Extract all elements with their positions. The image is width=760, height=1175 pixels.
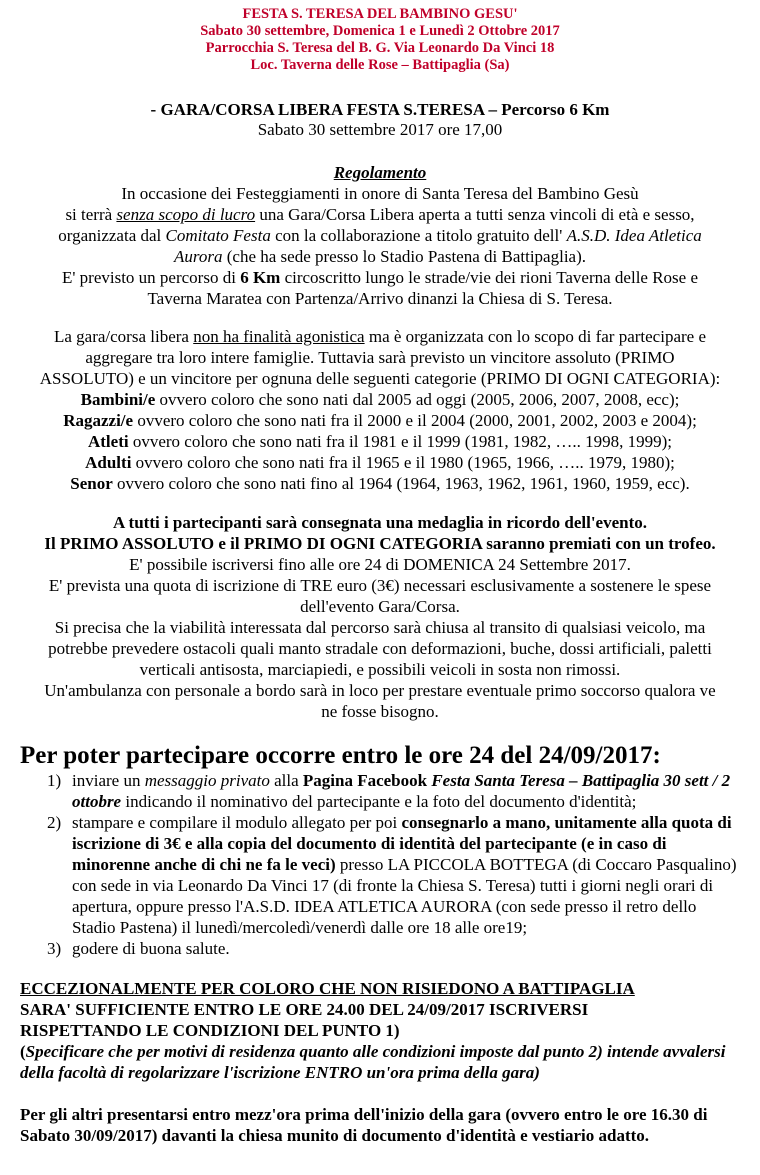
step-item bbox=[0, 938, 760, 959]
category-desc: ovvero coloro che sono nati fra il 1981 e il 1999 (1981, 1982, ….. 1998, 1999); bbox=[128, 432, 673, 451]
category-desc: ovvero coloro che sono nati fino al 1964 (1964, 1963, 1962, 1961, 1960, 1959, ecc). bbox=[112, 474, 690, 493]
step-item bbox=[0, 770, 760, 812]
event-date: Sabato 30 settembre 2017 ore 17,00 bbox=[257, 120, 503, 139]
text-run: si terrà bbox=[65, 205, 117, 224]
ambulanza-line-1: Un'ambulanza con personale a bordo sarà in loco per prestare eventuale primo soccorso qualora ve bbox=[44, 681, 716, 700]
text-run: presso LA PICCOLA BOTTEGA (di Coccaro Pasqualino) con sede in via Leonardo Da Vinci 17 (di fronte la Chiesa S. Teresa) tutti i giorni negli orari di apertura, oppure presso l'A.S.D. IDEA ATLETICA AURORA (con sede presso il retro dello Stadio Pastena) il lunedì/mercoledì/venerdì dalle ore 18 alle ore19; bbox=[72, 855, 737, 937]
text-run: alla bbox=[269, 771, 303, 790]
trofeo-note: Il PRIMO ASSOLUTO e il PRIMO DI OGNI CATEGORIA saranno premiati con un trofeo. bbox=[44, 534, 716, 553]
categorie-section bbox=[0, 326, 760, 494]
text-run: senza scopo di lucro bbox=[116, 205, 256, 224]
category-item bbox=[0, 410, 760, 431]
regolamento-section bbox=[0, 162, 760, 309]
partecipare-heading: Per poter partecipare occorre entro le ore 24 del 24/09/2017: bbox=[20, 742, 661, 769]
viabilita-line-3: verticali antisosta, marciapiedi, e possibili veicoli in sosta non rimossi. bbox=[139, 660, 621, 679]
text-run: godere di buona salute. bbox=[72, 939, 230, 958]
regolamento-line-6: Taverna Maratea con Partenza/Arrivo dinanzi la Chiesa di S. Teresa. bbox=[147, 289, 613, 308]
text-run: non ha finalità agonistica bbox=[193, 327, 365, 346]
text-run: una Gara/Corsa Libera aperta a tutti senza vincoli di età e sesso, bbox=[255, 205, 695, 224]
regolamento-line-5 bbox=[0, 267, 760, 288]
quota-line-2: dell'evento Gara/Corsa. bbox=[300, 597, 460, 616]
category-name: Adulti bbox=[85, 453, 132, 472]
ambulanza-line-2: ne fosse bisogno. bbox=[321, 702, 439, 721]
eccezione-line-3: RISPETTANDO LE CONDIZIONI DEL PUNTO 1) bbox=[20, 1021, 400, 1040]
regolamento-heading: Regolamento bbox=[333, 163, 427, 182]
category-item bbox=[0, 389, 760, 410]
eccezione-note bbox=[20, 1041, 742, 1083]
text-run: circoscritto lungo le strade/vie dei rioni Taverna delle Rose e bbox=[280, 268, 699, 287]
text-run: con la collaborazione a titolo gratuito dell' bbox=[270, 226, 567, 245]
text-run: A.S.D. Idea Atletica bbox=[566, 226, 702, 245]
viabilita-line-1: Si precisa che la viabilità interessata dal percorso sarà chiusa al transito di qualsiasi veicolo, ma bbox=[54, 618, 706, 637]
quota-line-1: E' prevista una quota di iscrizione di TRE euro (3€) necessari esclusivamente a sostenere le spese bbox=[48, 576, 712, 595]
category-name: Bambini/e bbox=[80, 390, 156, 409]
text-run: stampare e compilare il modulo allegato per poi bbox=[72, 813, 402, 832]
step-number: 1) bbox=[47, 771, 62, 790]
header-line-4: Loc. Taverna delle Rose – Battipaglia (Sa) bbox=[250, 57, 510, 73]
text-run: ma è organizzata con lo scopo di far partecipare e bbox=[364, 327, 706, 346]
text-run: Festa Santa Teresa – Battipaglia 30 sett / 2 ottobre bbox=[72, 771, 731, 811]
category-name: Senor bbox=[70, 474, 113, 493]
partecipare-section bbox=[0, 742, 760, 959]
steps-list bbox=[0, 770, 760, 959]
text-run: 6 Km bbox=[240, 268, 281, 287]
event-title-block bbox=[0, 100, 760, 140]
text-run: indicando il nominativo del partecipante e la foto del documento d'identità; bbox=[121, 792, 637, 811]
step-number: 3) bbox=[47, 939, 62, 958]
category-desc: ovvero coloro che sono nati fra il 2000 e il 2004 (2000, 2001, 2002, 2003 e 2004); bbox=[133, 411, 697, 430]
text-run: ( bbox=[20, 1042, 26, 1061]
iscrizioni-note: E' possibile iscriversi fino alle ore 24 di DOMENICA 24 Settembre 2017. bbox=[129, 555, 631, 574]
header-line-2: Sabato 30 settembre, Domenica 1 e Lunedì 2 Ottobre 2017 bbox=[200, 23, 560, 39]
eccezione-section bbox=[0, 978, 760, 1083]
category-item bbox=[0, 431, 760, 452]
header-line-1: FESTA S. TERESA DEL BAMBINO GESU' bbox=[242, 6, 518, 22]
text-run: consegnarlo a mano, unitamente alla quota di iscrizione di 3€ e alla copia del documento di identità del partecipante (e in caso di minorenne anche di chi ne fa le veci) bbox=[72, 813, 732, 874]
medaglia-note: A tutti i partecipanti sarà consegnata una medaglia in ricordo dell'evento. bbox=[112, 513, 648, 532]
regolamento-line-4 bbox=[0, 246, 760, 267]
header-line-3: Parrocchia S. Teresa del B. G. Via Leonardo Da Vinci 18 bbox=[205, 40, 555, 56]
text-run: Aurora bbox=[173, 247, 223, 266]
categorie-intro-2: aggregare tra loro intere famiglie. Tuttavia sarà previsto un vincitore assoluto (PRIMO bbox=[85, 348, 675, 367]
text-run: Specificare che per motivi di residenza quanto alle condizioni imposte dal punto 2) intende avvalersi della facoltà di regolarizzare l'iscrizione ENTRO un'ora prima della gara) bbox=[20, 1042, 726, 1082]
step-number: 2) bbox=[47, 813, 62, 832]
text-run: Pagina Facebook bbox=[302, 771, 428, 790]
event-title: - GARA/CORSA LIBERA FESTA S.TERESA – Percorso 6 Km bbox=[150, 100, 610, 119]
categorie-intro-1 bbox=[0, 326, 760, 347]
categorie-intro-3: ASSOLUTO) e un vincitore per ognuna delle seguenti categorie (PRIMO DI OGNI CATEGORIA): bbox=[39, 369, 721, 388]
premi-section bbox=[0, 512, 760, 722]
category-desc: ovvero coloro che sono nati dal 2005 ad oggi (2005, 2006, 2007, 2008, ecc); bbox=[155, 390, 680, 409]
text-run: E' previsto un percorso di bbox=[61, 268, 241, 287]
regolamento-line-3 bbox=[0, 225, 760, 246]
altri-note: Per gli altri presentarsi entro mezz'ora prima dell'inizio della gara (ovvero entro le ore 16.30 di Sabato 30/09/2017) davanti la chiesa munito di documento d'identità e vestiario adatto. bbox=[20, 1105, 708, 1145]
text-run: (che ha sede presso lo Stadio Pastena di Battipaglia). bbox=[222, 247, 587, 266]
text-run: messaggio privato bbox=[144, 771, 270, 790]
event-header bbox=[0, 6, 760, 74]
text-run: inviare un bbox=[72, 771, 145, 790]
step-item bbox=[0, 812, 760, 938]
text-run: Comitato Festa bbox=[165, 226, 271, 245]
regolamento-line-1: In occasione dei Festeggiamenti in onore di Santa Teresa del Bambino Gesù bbox=[121, 184, 639, 203]
text-run: organizzata dal bbox=[58, 226, 166, 245]
category-name: Atleti bbox=[87, 432, 129, 451]
viabilita-line-2: potrebbe prevedere ostacoli quali manto stradale con deformazioni, buche, dossi artificiali, paletti bbox=[48, 639, 712, 658]
category-name: Ragazzi/e bbox=[63, 411, 134, 430]
eccezione-line-2: SARA' SUFFICIENTE ENTRO LE ORE 24.00 DEL 24/09/2017 ISCRIVERSI bbox=[20, 1000, 589, 1019]
regolamento-line-2 bbox=[0, 204, 760, 225]
category-item bbox=[0, 473, 760, 494]
text-run: La gara/corsa libera bbox=[53, 327, 194, 346]
eccezione-line-1: ECCEZIONALMENTE PER COLORO CHE NON RISIEDONO A BATTIPAGLIA bbox=[20, 979, 635, 998]
category-item bbox=[0, 452, 760, 473]
category-desc: ovvero coloro che sono nati fra il 1965 e il 1980 (1965, 1966, ….. 1979, 1980); bbox=[131, 453, 675, 472]
